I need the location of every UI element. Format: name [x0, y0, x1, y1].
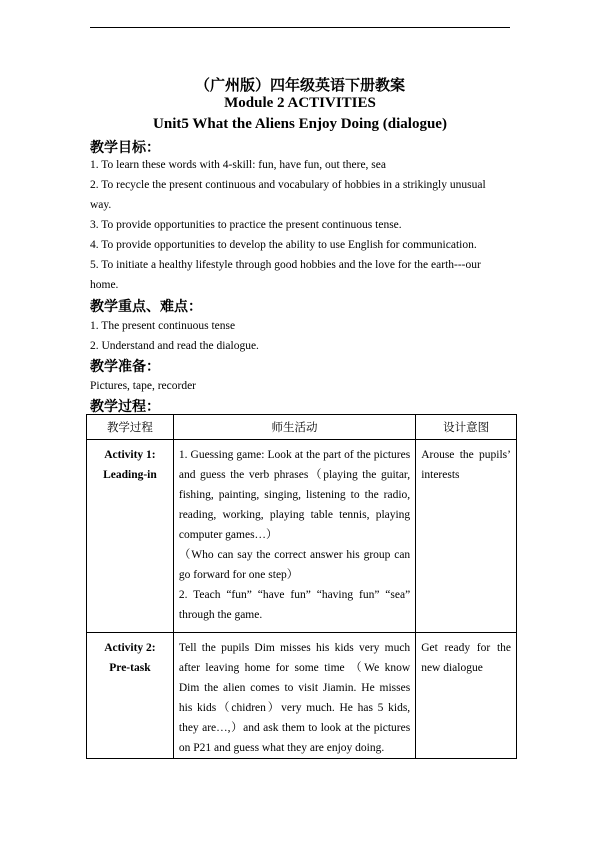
process-table [86, 414, 517, 759]
activity-number: Activity 1: [104, 449, 156, 461]
objective-line: 1. To learn these words with 4-skill: fun, have fun, out there, sea [90, 159, 386, 171]
column-header: 师生活动 [173, 415, 415, 440]
activity-description [173, 440, 415, 633]
top-rule [90, 27, 510, 28]
objective-line: home. [90, 279, 119, 291]
objective-line: 2. To recycle the present continuous and vocabulary of hobbies in a strikingly unusual [90, 179, 486, 191]
activity-stage: Leading-in [103, 469, 157, 481]
description-paragraph: Tell the pupils Dim misses his kids very much after leaving home for some time （We know Dim the alien comes to visit Jiamin. He misses his kids（chidren）very much. He has 5 kids, they are…,）and ask them to look at the pictures on P21 and guess what they are enjoy doing. [178, 642, 411, 754]
activity-description [173, 633, 415, 759]
design-purpose: Arouse the pupils’ interests [416, 440, 517, 633]
table-header-row [87, 415, 517, 440]
column-header: 设计意图 [416, 415, 517, 440]
objectives-heading: 教学目标： [90, 141, 160, 156]
activity-cell [87, 440, 174, 633]
description-paragraph: 1. Guessing game: Look at the part of the pictures and guess the verb phrases（playing the guitar, fishing, painting, singing, listening to the radio, reading, working, playing table tennis, playing computer games…） [178, 449, 411, 541]
key-point-line: 1. The present continuous tense [90, 320, 236, 332]
key-points-heading: 教学重点、难点： [90, 300, 202, 315]
activity-cell [87, 633, 174, 759]
column-header: 教学过程 [87, 415, 174, 440]
design-purpose: Get ready for the new dialogue [416, 633, 517, 759]
unit-title: Unit5 What the Aliens Enjoy Doing (dialogue) [153, 116, 447, 132]
process-heading: 教学过程： [90, 400, 160, 415]
objective-line: way. [90, 199, 112, 211]
objective-line: 4. To provide opportunities to develop the ability to use English for communication. [90, 239, 477, 251]
key-point-line: 2. Understand and read the dialogue. [90, 340, 259, 352]
objective-line: 5. To initiate a healthy lifestyle through good hobbies and the love for the earth---our [90, 259, 481, 271]
table-row [87, 633, 517, 759]
preparation-text: Pictures, tape, recorder [90, 380, 197, 392]
module-title: Module 2 ACTIVITIES [224, 95, 376, 111]
activity-number: Activity 2: [104, 642, 156, 654]
activity-stage: Pre-task [109, 662, 151, 674]
objective-line: 3. To provide opportunities to practice the present continuous tense. [90, 219, 402, 231]
description-paragraph: 2. Teach “fun” “have fun” “having fun” “sea” through the game. [178, 589, 411, 621]
table-row [87, 440, 517, 633]
description-paragraph: （Who can say the correct answer his group can go forward for one step） [178, 549, 411, 581]
preparation-heading: 教学准备： [90, 360, 160, 375]
title-cn: （广州版）四年级英语下册教案 [194, 78, 405, 94]
